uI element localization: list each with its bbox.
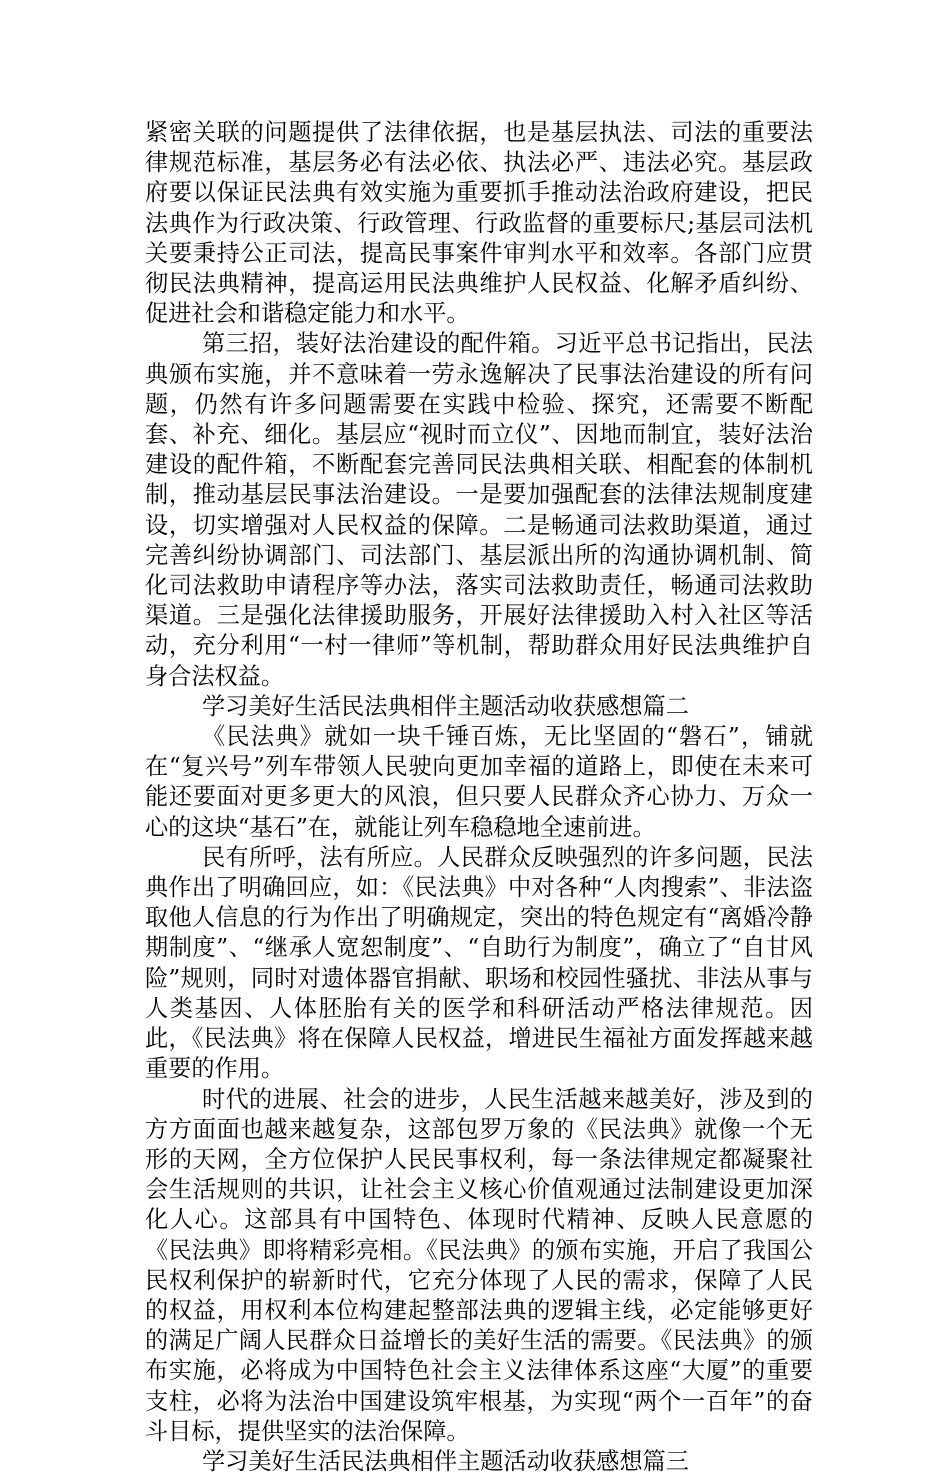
paragraph-3: 《民法典》就如一块千锤百炼，无比坚固的“磐石”，铺就在“复兴号”列车带领人民驶向更加幸福的道路上，即使在未来可能还要面对更多更大的风浪，但只要人民群众齐心协力、万众一心的这块“基石”在，就能让列车稳稳地全速前进。: [145, 723, 813, 841]
paragraph-2: 第三招，装好法治建设的配件箱。习近平总书记指出，民法典颁布实施，并不意味着一劳永逸解决了民事法治建设的所有问题，仍然有许多问题需要在实践中检验、探究，还需要不断配套、补充、细化。基层应“视时而立仪”、因地而制宜，装好法治建设的配件箱，不断配套完善同民法典相关联、相配套的体制机制，推动基层民事法治建设。一是要加强配套的法律法规制度建设，切实增强对人民权益的保障。二是畅通司法救助渠道，通过完善纠纷协调部门、司法部门、基层派出所的沟通协调机制、简化司法救助申请程序等办法，落实司法救助责任，畅通司法救助渠道。三是强化法律援助服务，开展好法律援助入村入社区等活动，充分利用“一村一律师”等机制，帮助群众用好民法典维护自身合法权益。: [145, 330, 813, 690]
section-heading-3: 学习美好生活民法典相伴主题活动收获感想篇三: [202, 1447, 689, 1475]
section-heading-2: 学习美好生活民法典相伴主题活动收获感想篇二: [202, 692, 689, 720]
paragraph-4: 民有所呼，法有所应。人民群众反映强烈的许多问题，民法典作出了明确回应，如：《民法典》中对各种“人肉搜索”、非法盗取他人信息的行为作出了明确规定，突出的特色规定有“离婚冷静期制度”、“继承人宽恕制度”、“自助行为制度”，确立了“自甘风险”规则，同时对遗体器官捐献、职场和校园性骚扰、非法从事与人类基因、人体胚胎有关的医学和科研活动严格法律规范。因此，《民法典》将在保障人民权益，增进民生福祉方面发挥越来越重要的作用。: [145, 843, 813, 1083]
document-page: [145, 118, 813, 1477]
paragraph-1: 紧密关联的问题提供了法律依据，也是基层执法、司法的重要法律规范标准，基层务必有法必依、执法必严、违法必究。基层政府要以保证民法典有效实施为重要抓手推动法治政府建设，把民法典作为行政决策、行政管理、行政监督的重要标尺;基层司法机关要秉持公正司法，提高民事案件审判水平和效率。各部门应贯彻民法典精神，提高运用民法典维护人民权益、化解矛盾纠纷、促进社会和谐稳定能力和水平。: [145, 119, 813, 328]
paragraph-5: 时代的进展、社会的进步，人民生活越来越美好，涉及到的方方面面也越来越复杂，这部包罗万象的《民法典》就像一个无形的天网，全方位保护人民民事权利，每一条法律规定都凝聚社会生活规则的共识，让社会主义核心价值观通过法制建设更加深化人心。这部具有中国特色、体现时代精神、反映人民意愿的《民法典》即将精彩亮相。《民法典》的颁布实施，开启了我国公民权利保护的崭新时代，它充分体现了人民的需求，保障了人民的权益，用权利本位构建起整部法典的逻辑主线，必定能够更好的满足广阔人民群众日益增长的美好生活的需要。《民法典》的颁布实施，必将成为中国特色社会主义法律体系这座“大厦”的重要支柱，必将为法治中国建设筑牢根基，为实现“两个一百年”的奋斗目标，提供坚实的法治保障。: [145, 1085, 813, 1445]
